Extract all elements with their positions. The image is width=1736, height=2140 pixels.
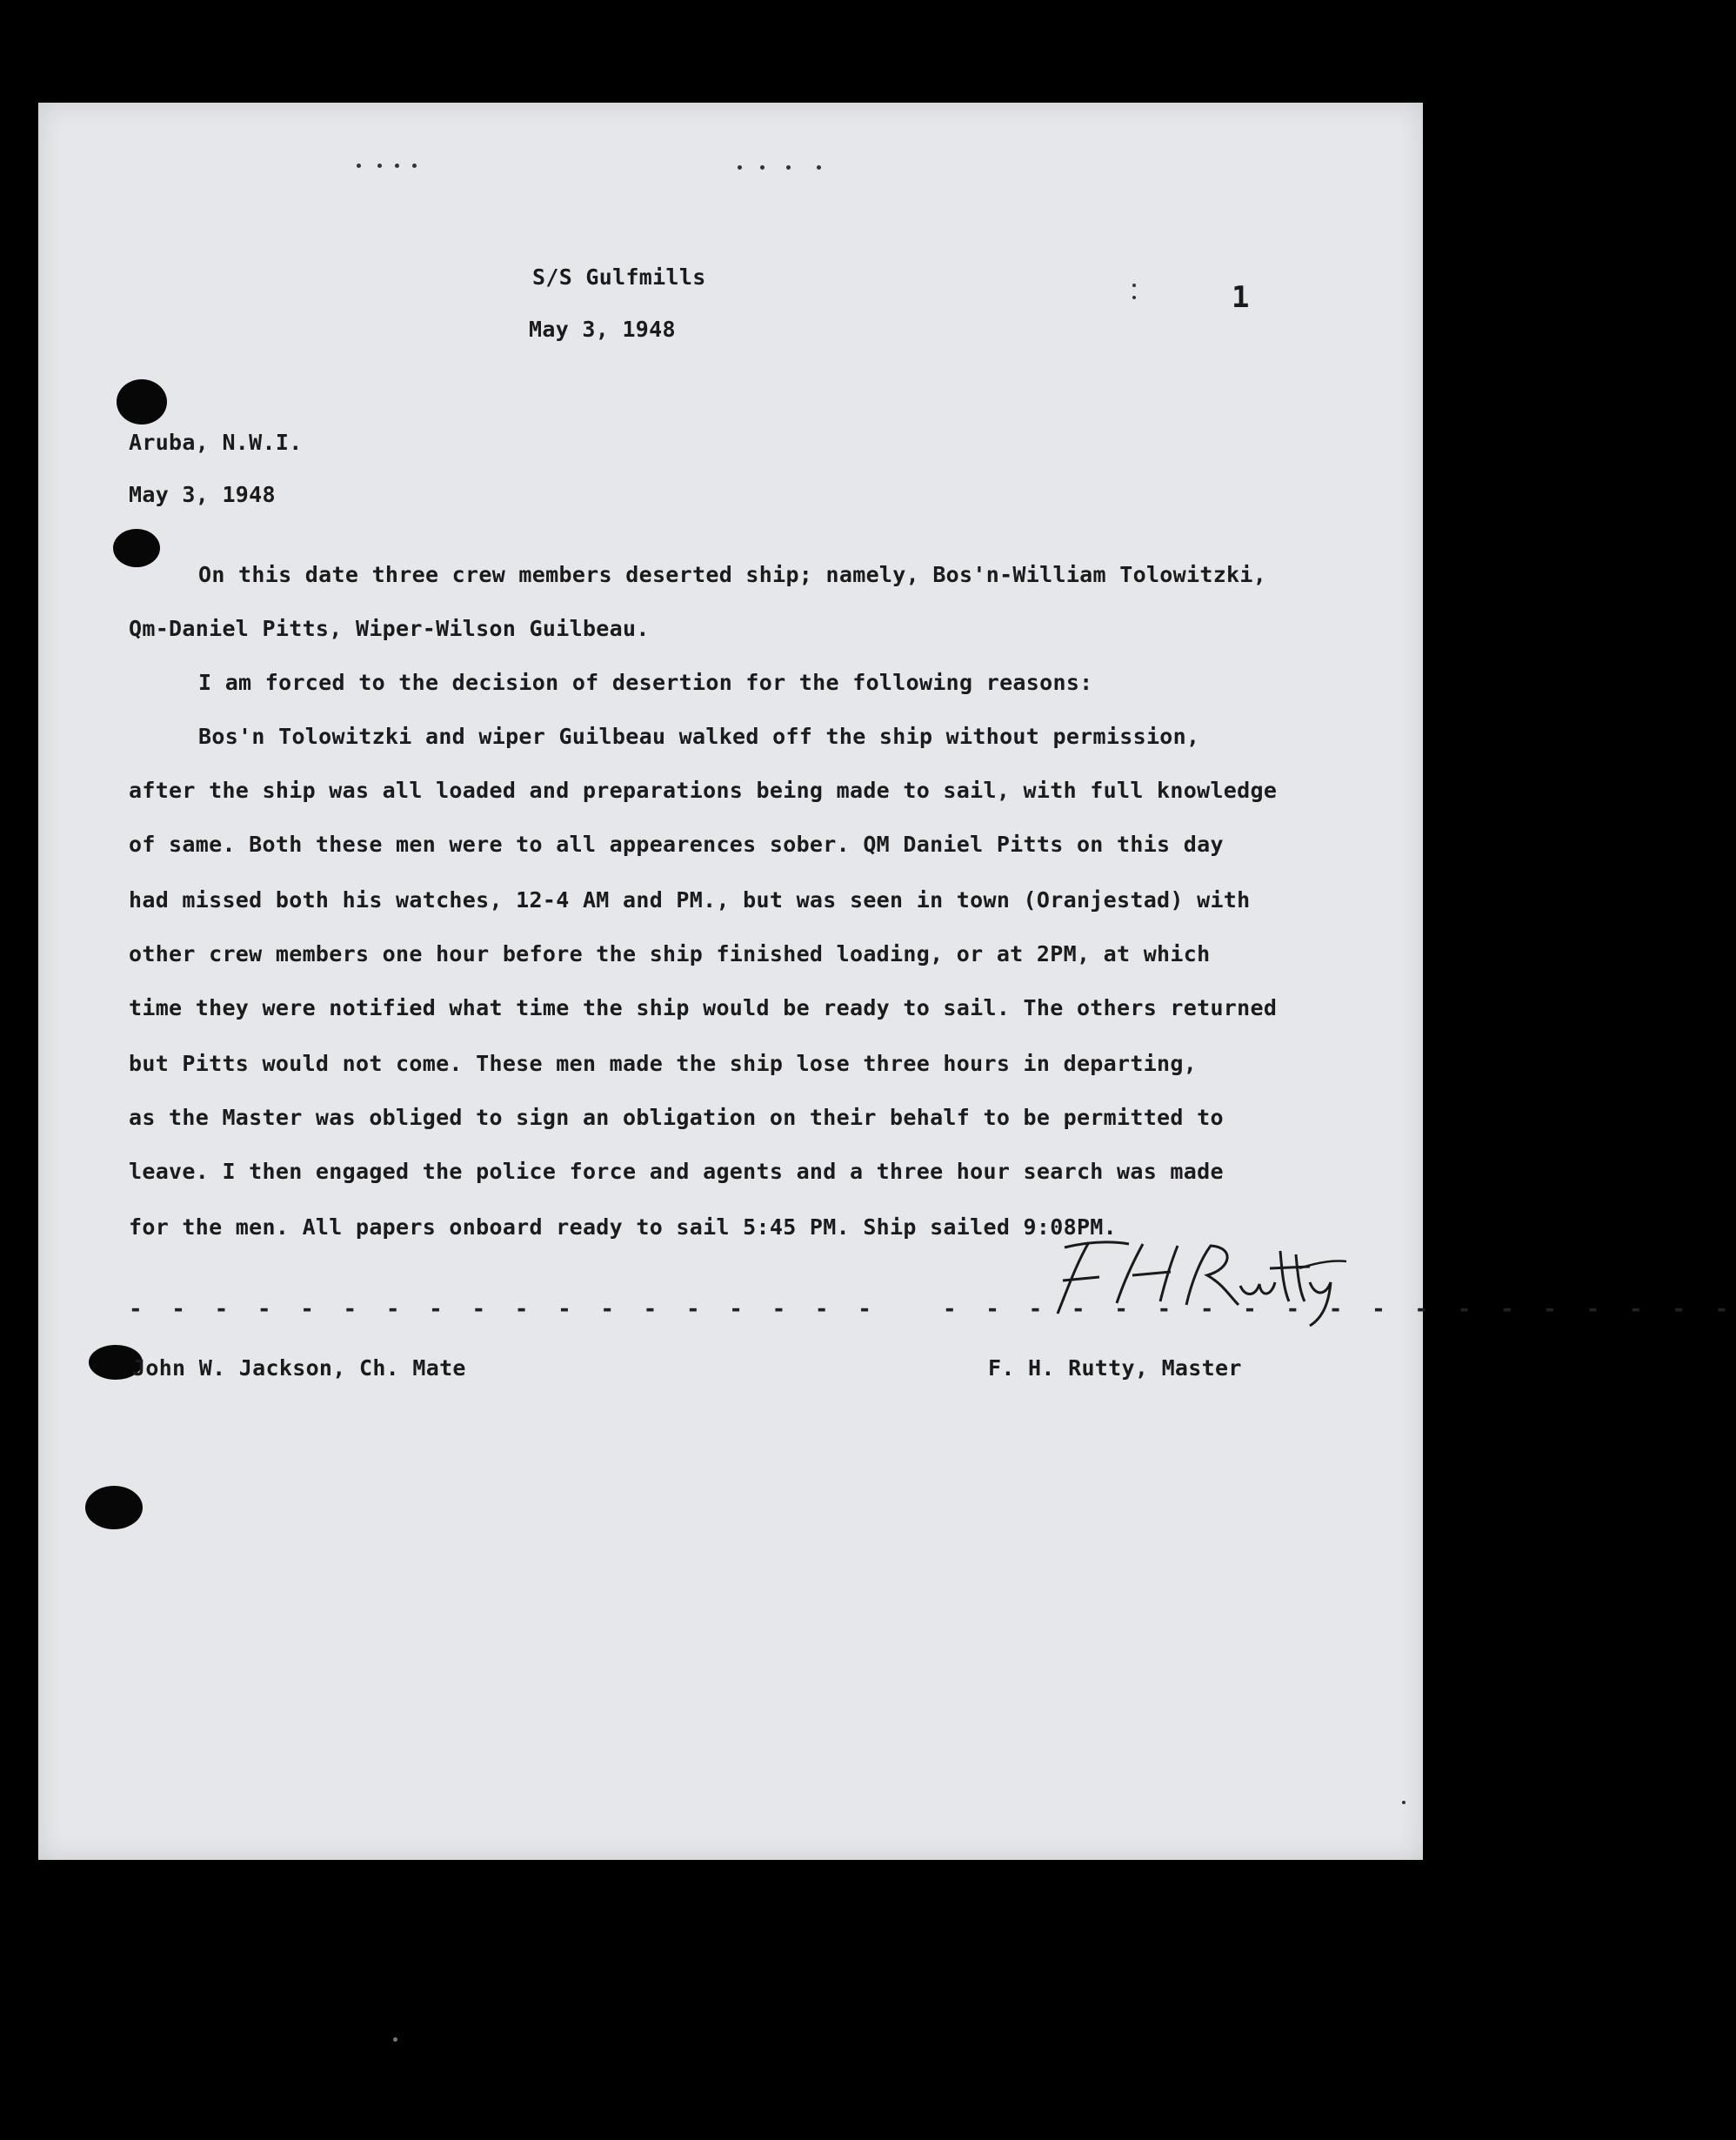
scan-speck [377,164,382,168]
body-line: leave. I then engaged the police force and agents and a three hour search was made [129,1159,1224,1184]
signature-line-left: - - - - - - - - - - - - - - - - - - [129,1296,879,1322]
punch-hole [117,379,167,425]
signature-line-right: - - - - - - - - - - - - - - - - - - - [943,1296,1736,1322]
body-line: of same. Both these men were to all appearences sober. QM Daniel Pitts on this day [129,832,1224,857]
scan-speck [786,165,791,170]
scan-speck [1132,284,1136,287]
scan-speck [817,165,821,170]
scan-speck [393,2037,397,2042]
scan-speck [357,164,361,168]
body-line: other crew members one hour before the ship finished loading, or at 2PM, at which [129,941,1211,966]
scan-speck [412,164,417,168]
body-line: Bos'n Tolowitzki and wiper Guilbeau walked off the ship without permission, [198,724,1200,749]
scan-speck [395,164,399,168]
signatory-left: John W. Jackson, Ch. Mate [132,1355,466,1381]
body-line: after the ship was all loaded and preparations being made to sail, with full knowledge [129,778,1278,803]
scan-speck [1402,1801,1405,1804]
page-number: 1 [1232,280,1250,315]
body-line: time they were notified what time the ship would be ready to sail. The others returned [129,995,1278,1020]
letter-date: May 3, 1948 [129,482,276,507]
scan-speck [738,165,742,170]
body-line: but Pitts would not come. These men made the ship lose three hours in departing, [129,1051,1198,1076]
body-line: Qm-Daniel Pitts, Wiper-Wilson Guilbeau. [129,616,650,641]
header-date: May 3, 1948 [529,317,676,342]
body-line: On this date three crew members deserted ship; namely, Bos'n-William Tolowitzki, [198,562,1267,587]
signatory-right: F. H. Rutty, Master [988,1355,1242,1381]
body-line: had missed both his watches, 12-4 AM and PM., but was seen in town (Oranjestad) with [129,887,1251,913]
scan-speck [760,165,765,170]
paper-sheet [38,103,1736,1860]
punch-hole [113,529,160,567]
handwritten-signature [1038,1234,1352,1329]
body-line: I am forced to the decision of desertion for the following reasons: [198,670,1093,695]
location: Aruba, N.W.I. [129,430,303,455]
scan-speck [1132,296,1136,299]
vessel-name: S/S Gulfmills [532,264,706,290]
punch-hole [85,1486,143,1529]
body-line: as the Master was obliged to sign an obligation on their behalf to be permitted to [129,1105,1224,1130]
body-line: for the men. All papers onboard ready to sail 5:45 PM. Ship sailed 9:08PM. [129,1214,1117,1240]
